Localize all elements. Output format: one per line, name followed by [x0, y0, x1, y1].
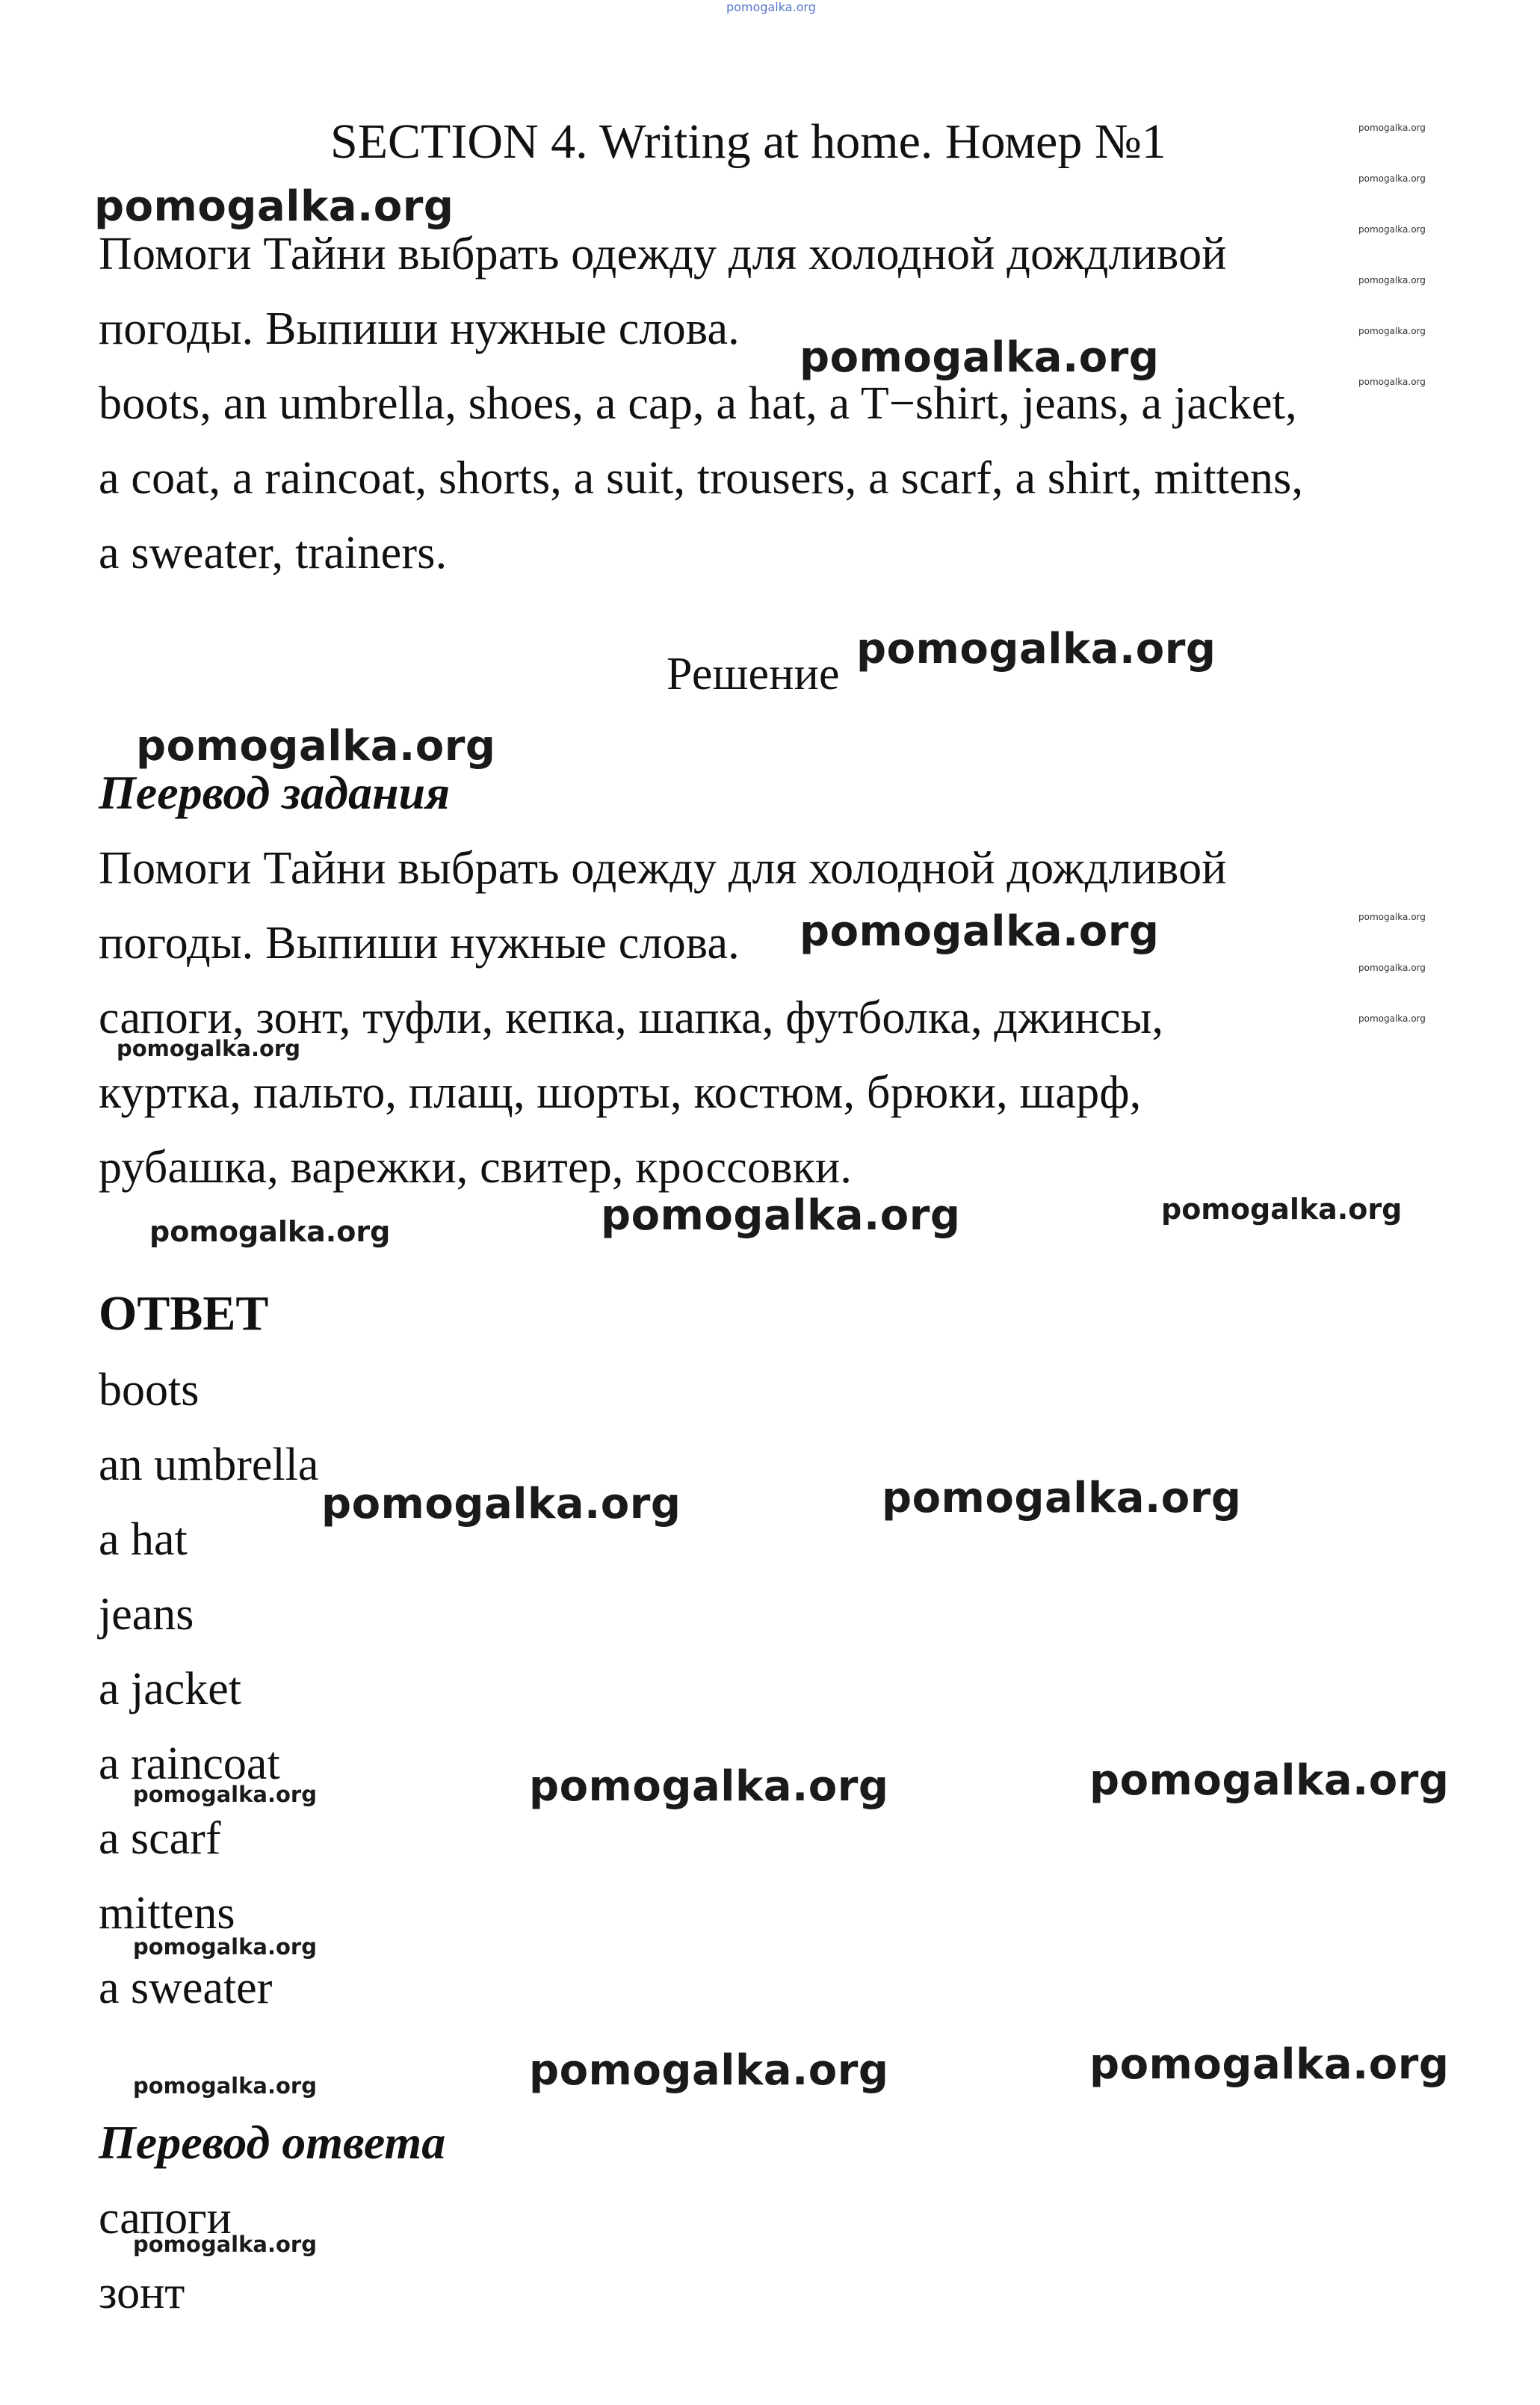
- translation-line-5: рубашка, варежки, свитер, кроссовки.: [99, 1142, 853, 1193]
- watermark: pomogalka.org: [133, 2073, 317, 2099]
- answer-item: a jacket: [99, 1664, 242, 1714]
- watermark: pomogalka.org: [94, 182, 454, 231]
- watermark: pomogalka.org: [1358, 275, 1426, 285]
- watermark: pomogalka.org: [529, 2046, 889, 2095]
- watermark: pomogalka.org: [1161, 1193, 1403, 1226]
- watermark: pomogalka.org: [1358, 326, 1426, 336]
- watermark: pomogalka.org: [856, 625, 1216, 673]
- answer-translation-item: сапоги: [99, 2193, 232, 2244]
- watermark: pomogalka.org: [601, 1191, 961, 1240]
- task-paragraph: [99, 217, 1303, 590]
- answer-list: [99, 1353, 318, 2025]
- watermark: pomogalka.org: [529, 1762, 889, 1811]
- answer-item: jeans: [99, 1589, 194, 1640]
- answer-item: an umbrella: [99, 1439, 319, 1490]
- watermark: pomogalka.org: [133, 2232, 317, 2257]
- watermark: pomogalka.org: [1358, 224, 1426, 235]
- answer-item: mittens: [99, 1888, 235, 1939]
- watermark: pomogalka.org: [136, 722, 496, 771]
- watermark: pomogalka.org: [117, 1036, 300, 1061]
- translation-line-3: сапоги, зонт, туфли, кепка, шапка, футболка, джинсы,: [99, 992, 1164, 1043]
- watermark: pomogalka.org: [1358, 963, 1426, 973]
- watermark: pomogalka.org: [133, 1782, 317, 1807]
- task-line-3: boots, an umbrella, shoes, a cap, a hat, a T−shirt, jeans, a jacket,: [99, 378, 1297, 429]
- top-watermark: pomogalka.org: [726, 0, 816, 14]
- translation-task-heading: Пеервод задания: [99, 766, 451, 819]
- watermark: pomogalka.org: [1089, 1756, 1450, 1805]
- answer-item: a hat: [99, 1514, 188, 1565]
- watermark: pomogalka.org: [1358, 377, 1426, 387]
- watermark: pomogalka.org: [1358, 912, 1426, 922]
- answer-item: a raincoat: [99, 1738, 280, 1789]
- watermark: pomogalka.org: [800, 907, 1160, 956]
- translation-line-1: Помоги Тайни выбрать одежду для холодной дождливой: [99, 843, 1227, 894]
- watermark: pomogalka.org: [321, 1480, 681, 1528]
- watermark: pomogalka.org: [800, 333, 1160, 382]
- answer-translation-item: зонт: [99, 2267, 185, 2318]
- watermark: pomogalka.org: [882, 1474, 1242, 1522]
- watermark: pomogalka.org: [133, 1934, 317, 1960]
- page-title: SECTION 4. Writing at home. Номер №1: [330, 114, 1166, 169]
- task-line-1: Помоги Тайни выбрать одежду для холодной дождливой: [99, 229, 1227, 280]
- answer-translation-heading: Перевод ответа: [99, 2116, 446, 2169]
- answer-heading: ОТВЕТ: [99, 1286, 269, 1341]
- solution-label: Решение: [667, 649, 840, 700]
- answer-item: a sweater: [99, 1963, 273, 2013]
- watermark: pomogalka.org: [149, 1215, 391, 1248]
- translation-line-2: погоды. Выпиши нужные слова.: [99, 918, 740, 969]
- task-line-2: погоды. Выпиши нужные слова.: [99, 303, 740, 354]
- answer-item: a scarf: [99, 1813, 221, 1864]
- task-line-4: a coat, a raincoat, shorts, a suit, trousers, a scarf, a shirt, mittens,: [99, 453, 1304, 504]
- translation-line-4: куртка, пальто, плащ, шорты, костюм, брюки, шарф,: [99, 1067, 1142, 1118]
- translation-task-paragraph: [99, 831, 1227, 1205]
- watermark: pomogalka.org: [1358, 1013, 1426, 1024]
- task-line-5: a sweater, trainers.: [99, 528, 448, 578]
- watermark: pomogalka.org: [1089, 2040, 1450, 2089]
- answer-item: boots: [99, 1365, 200, 1415]
- watermark: pomogalka.org: [1358, 123, 1426, 133]
- watermark: pomogalka.org: [1358, 173, 1426, 184]
